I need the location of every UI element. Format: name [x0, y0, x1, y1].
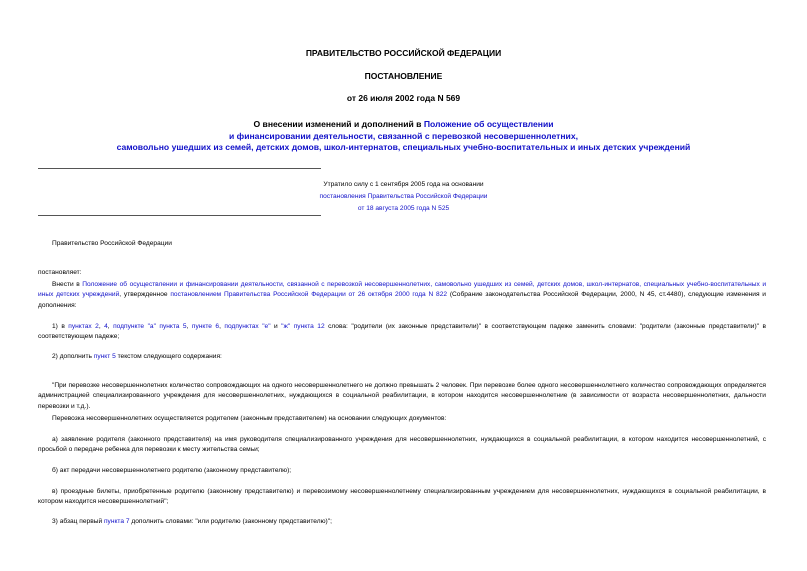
paragraph-item-v: в) проездные билеты, приобретенные родителю (законному представителю) и перевозимому несовершеннолетнему специализированным учреждением для несовершеннолетних, нуждающихся в социальной реабилитации, в котором находится несовершеннолетний"; [38, 488, 766, 506]
paragraph-item-a: а) заявление родителя (законного представителя) на имя руководителя специализированного учреждения для несовершеннолетних, нуждающихся в социальной реабилитации, в котором находится несовершеннолетний, с просьбой о передаче ребенка для перевозки к месту жительства семьи; [38, 436, 766, 454]
paragraph-escort-rules: "При перевозке несовершеннолетних количество сопровождающих на одного несовершеннолетнего не должно превышать 2 человек. При перевозке более одного несовершеннолетнего количество сопровождающих определяется администрацией специализированного учреждения для несовершеннолетних, нуждающихся в социальной реабилитации, в котором находится несовершеннолетние (в зависимости от возраста несовершеннолетних, дальности перевозки и т.д.). [38, 382, 766, 410]
divider-top [38, 168, 321, 169]
decree-822-link[interactable]: постановлением Правительства Российской Федерации от 26 октября 2000 года N 822 [170, 291, 448, 299]
repealing-decree-date-link[interactable]: от 18 августа 2005 года N 525 [357, 205, 450, 212]
p2-text-a: 1) в [52, 323, 69, 330]
p9-text-b: дополнить словами: "или родителю (законному представителю)"; [129, 518, 332, 525]
validity-note-text: Утратило силу с 1 сентября 2005 года на основании [323, 181, 484, 188]
p2-sep-2: , [107, 323, 114, 330]
paragraph-item-1 [38, 322, 766, 343]
p3-text-a: 2) дополнить [52, 353, 94, 360]
regulation-link[interactable]: Положение об осуществлении [423, 119, 554, 129]
validity-note [200, 179, 607, 215]
point-4-link[interactable]: 4 [104, 323, 108, 330]
regulation-ref-link[interactable]: Положение об осуществлении и финансировании деятельности, связанной с перевозкой несовершеннолетних, самовольно ушедших из семей, детских домов, школ-интернатов, специальных учебно-воспитательных и иных детских учреждений [38, 281, 767, 299]
point-7-link[interactable]: пункта 7 [103, 518, 130, 525]
p1-text-c: (Собрание законодательства Российской Федерации, 2000, N 45, ст.4480), следующие изменения и дополнения: [38, 291, 766, 309]
issuing-authority: ПРАВИТЕЛЬСТВО РОССИЙСКОЙ ФЕДЕРАЦИИ [305, 48, 502, 58]
regulation-link-line-2[interactable]: и финансировании деятельности, связанной с перевозкой несовершеннолетних, [229, 130, 578, 141]
document-date-number: от 26 июля 2002 года N 569 [346, 93, 461, 103]
point-6-link[interactable]: пункте 6 [191, 323, 220, 330]
divider-bottom [38, 215, 321, 216]
document-title [40, 119, 767, 154]
point-5-link[interactable]: пункт 5 [93, 353, 116, 360]
p2-sep-1: , [98, 323, 105, 330]
government-line: Правительство Российской Федерации [52, 240, 172, 247]
document-type: ПОСТАНОВЛЕНИЕ [364, 71, 443, 81]
subpoint-e-link[interactable]: подпунктах "е" [224, 323, 271, 330]
p2-sep-4: , [219, 323, 225, 330]
regulation-link-line-3[interactable]: самовольно ушедших из семей, детских домов, школ-интернатов, специальных учебно-воспитательных и иных детских учреждений [116, 142, 691, 152]
title-line-1 [40, 119, 767, 131]
p9-text-a: 3) абзац первый [52, 518, 104, 525]
subpoint-zh-point-12-link[interactable]: "ж" пункта 12 [281, 323, 325, 330]
p1-text-a: Внести в [52, 281, 83, 288]
subpoint-a-point-5-link[interactable]: подпункте "а" пункта 5 [113, 323, 187, 330]
paragraph-amendment-intro [38, 280, 766, 311]
title-prefix: О внесении изменений и дополнений в [253, 119, 424, 129]
paragraph-item-b: б) акт передачи несовершеннолетнего родителю (законному представителю); [52, 467, 292, 474]
p2-sep-5: и [270, 323, 282, 330]
p2-text-b: слова: "родители (их законные представители)" в соответствующем падеже заменить словами: "родители (законные представители)" в соответствующем падеже; [38, 323, 766, 341]
repealing-decree-link[interactable]: постановления Правительства Российской Федерации [319, 193, 488, 200]
decrees-line: постановляет: [38, 269, 82, 276]
p3-text-b: текстом следующего содержания: [115, 353, 222, 360]
paragraph-item-2 [38, 352, 766, 362]
paragraph-item-3 [38, 517, 766, 527]
paragraph-documents-intro: Перевозка несовершеннолетних осуществляется родителем (законным представителем) на основании следующих документов: [52, 415, 447, 422]
point-2-link[interactable]: пунктах 2 [68, 323, 99, 330]
p2-sep-3: , [186, 323, 192, 330]
p1-text-b: , утвержденное [119, 291, 171, 299]
